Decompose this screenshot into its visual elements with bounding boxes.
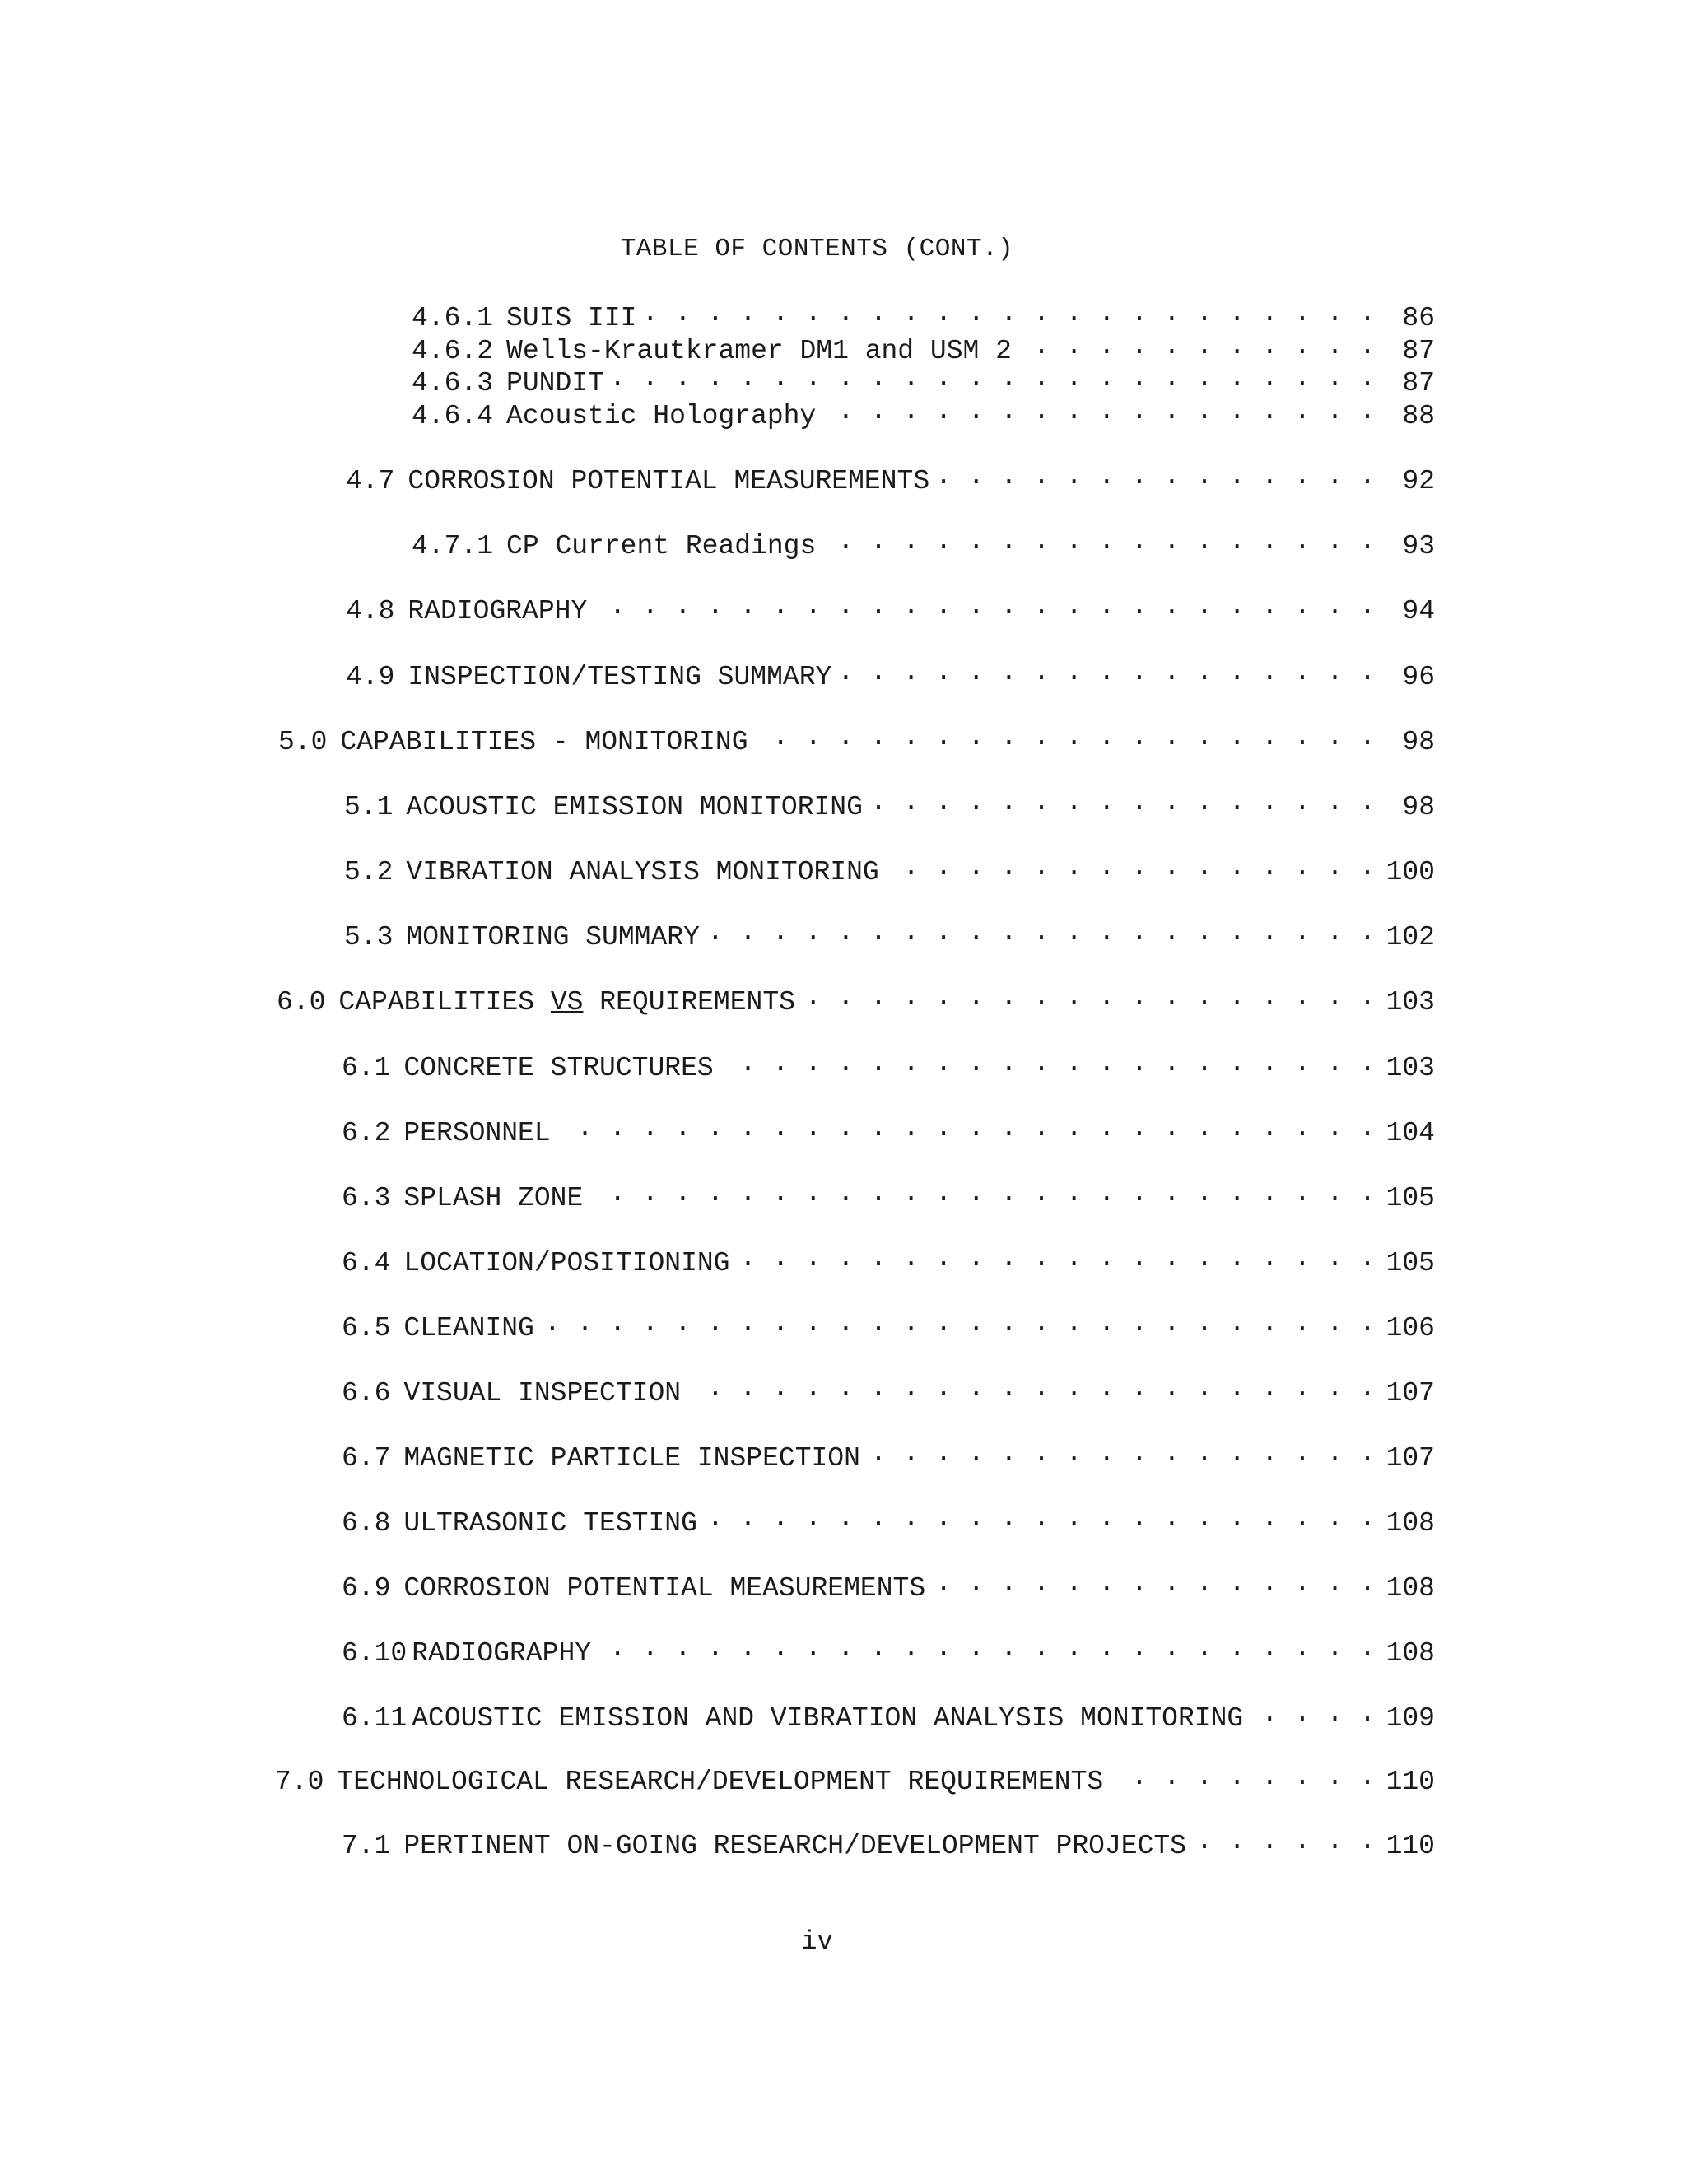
dot-leader	[934, 1568, 1376, 1595]
section-title: RADIOGRAPHY	[412, 1638, 592, 1669]
page-number: 100	[1386, 857, 1435, 887]
section-title: ULTRASONIC TESTING	[403, 1508, 697, 1539]
section-title: MAGNETIC PARTICLE INSPECTION	[403, 1443, 860, 1474]
dot-leader	[706, 1503, 1376, 1530]
dot-leader	[708, 917, 1376, 944]
dot-leader	[824, 396, 1376, 423]
page-number: 98	[1402, 727, 1435, 757]
page-number: 108	[1386, 1573, 1435, 1604]
toc-entry-4-8	[346, 591, 1435, 627]
toc-entry-4-9	[346, 657, 1435, 693]
toc-entry-6-2	[342, 1113, 1435, 1149]
toc-entry-4-7	[346, 461, 1435, 497]
section-number: 4.7.1	[412, 531, 494, 561]
toc-entry-4-7-1	[412, 526, 1435, 562]
section-number: 6.2	[342, 1118, 391, 1148]
section-title: MONITORING SUMMARY	[406, 922, 700, 952]
section-number: 4.7	[346, 466, 395, 496]
toc-entry-6-1	[342, 1048, 1435, 1084]
page-number: 86	[1402, 303, 1435, 333]
page-number: 87	[1402, 368, 1435, 398]
page-title: TABLE OF CONTENTS (CONT.)	[620, 235, 1014, 263]
dot-leader	[612, 363, 1376, 390]
dot-leader	[591, 1178, 1376, 1205]
dot-leader	[887, 852, 1376, 879]
page-number: 93	[1402, 531, 1435, 561]
section-title: VISUAL INSPECTION	[403, 1378, 682, 1409]
section-title: CORROSION POTENTIAL MEASUREMENTS	[408, 466, 930, 496]
toc-entry-6-8	[342, 1503, 1435, 1539]
toc-entry-4-6-1	[412, 298, 1435, 334]
page-number: 104	[1386, 1118, 1435, 1148]
section-title: CAPABILITIES - MONITORING	[340, 727, 748, 757]
page-number: 110	[1386, 1767, 1435, 1797]
dot-leader	[738, 1243, 1376, 1270]
toc-entry-7-0	[275, 1762, 1435, 1798]
page-number: 107	[1386, 1443, 1435, 1474]
section-title	[325, 987, 795, 1017]
section-number: 6.11	[342, 1703, 408, 1734]
section-number: 4.6.4	[412, 401, 494, 431]
page-number: 108	[1386, 1638, 1435, 1669]
page-number: 96	[1402, 662, 1435, 692]
toc-entry-6-6	[342, 1373, 1435, 1409]
section-title: SPLASH ZONE	[403, 1183, 584, 1213]
page-number: 94	[1402, 596, 1435, 626]
section-number: 7.1	[342, 1831, 391, 1861]
section-title: Acoustic Holography	[506, 401, 817, 431]
dot-leader	[803, 982, 1376, 1009]
page-number: 92	[1402, 466, 1435, 496]
toc-entry-6-9	[342, 1568, 1435, 1604]
section-title-vs: VS	[550, 987, 584, 1017]
page-number: 102	[1386, 922, 1435, 952]
section-title: CLEANING	[403, 1313, 534, 1343]
page-number: 105	[1386, 1183, 1435, 1213]
dot-leader	[938, 461, 1376, 488]
section-number: 5.3	[344, 922, 394, 952]
dot-leader	[1251, 1698, 1376, 1725]
dot-leader	[543, 1308, 1376, 1335]
section-number: 4.8	[346, 596, 395, 626]
section-title: PERTINENT ON-GOING RESEARCH/DEVELOPMENT PROJECTS	[403, 1831, 1186, 1861]
section-number: 6.0	[277, 987, 326, 1017]
toc-entry-6-5	[342, 1308, 1435, 1344]
page-number: 98	[1402, 792, 1435, 822]
toc-entry-6-10	[342, 1633, 1435, 1669]
section-number: 6.1	[342, 1053, 391, 1083]
toc-entry-5-3	[344, 917, 1435, 953]
toc-entry-7-1	[342, 1826, 1435, 1862]
section-number: 6.3	[342, 1183, 391, 1213]
toc-entry-6-7	[342, 1438, 1435, 1474]
toc-entry-6-11	[342, 1698, 1435, 1735]
section-number: 4.9	[346, 662, 395, 692]
dot-leader	[595, 591, 1376, 618]
section-title: VIBRATION ANALYSIS MONITORING	[406, 857, 879, 887]
section-title: CONCRETE STRUCTURES	[403, 1053, 714, 1083]
toc-entry-6-4	[342, 1243, 1435, 1279]
dot-leader	[757, 722, 1376, 749]
page-number: 87	[1402, 336, 1435, 366]
page-number: 105	[1386, 1248, 1435, 1278]
section-number: 6.6	[342, 1378, 391, 1409]
section-number: 4.6.3	[412, 368, 494, 398]
section-title: ACOUSTIC EMISSION MONITORING	[406, 792, 863, 822]
page-number: 103	[1386, 1053, 1435, 1083]
section-title-part: REQUIREMENTS	[599, 987, 795, 1017]
section-number: 6.8	[342, 1508, 391, 1539]
section-title: PUNDIT	[506, 368, 604, 398]
dot-leader	[722, 1048, 1376, 1075]
section-number: 6.4	[342, 1248, 391, 1278]
section-number: 7.0	[275, 1767, 324, 1797]
section-title: SUIS III	[506, 303, 637, 333]
section-title: Wells-Krautkramer DM1 and USM 2	[506, 336, 1012, 366]
toc-entry-4-6-3	[412, 363, 1435, 399]
dot-leader	[645, 298, 1376, 325]
dot-leader	[1111, 1762, 1376, 1789]
toc-entry-5-2	[344, 852, 1435, 888]
section-title: CORROSION POTENTIAL MEASUREMENTS	[403, 1573, 926, 1604]
dot-leader	[869, 1438, 1376, 1465]
section-title-part: CAPABILITIES	[338, 987, 535, 1017]
page-number: 108	[1386, 1508, 1435, 1539]
dot-leader	[689, 1373, 1376, 1400]
section-title: LOCATION/POSITIONING	[403, 1248, 730, 1278]
section-number: 6.5	[342, 1313, 391, 1343]
page-number: 110	[1386, 1831, 1435, 1861]
page-footer-number: iv	[801, 1926, 833, 1957]
dot-leader	[871, 787, 1376, 814]
section-title: CP Current Readings	[506, 531, 817, 561]
section-title: PERSONNEL	[403, 1118, 551, 1148]
section-number: 6.10	[342, 1638, 408, 1669]
toc-entry-6-3	[342, 1178, 1435, 1214]
page-number: 88	[1402, 401, 1435, 431]
section-number: 5.1	[344, 792, 394, 822]
section-number: 4.6.1	[412, 303, 494, 333]
section-title: INSPECTION/TESTING SUMMARY	[408, 662, 832, 692]
section-number: 4.6.2	[412, 336, 494, 366]
section-title: TECHNOLOGICAL RESEARCH/DEVELOPMENT REQUIREMENTS	[337, 1767, 1104, 1797]
section-number: 5.0	[278, 727, 328, 757]
page-number: 109	[1386, 1703, 1435, 1734]
toc-entry-5-1	[344, 787, 1435, 823]
toc-entry-4-6-2	[412, 331, 1435, 367]
dot-leader	[824, 526, 1376, 553]
page-number: 107	[1386, 1378, 1435, 1409]
section-number: 6.7	[342, 1443, 391, 1474]
dot-leader	[840, 657, 1376, 684]
toc-entry-5-0	[278, 722, 1435, 758]
dot-leader	[599, 1633, 1376, 1660]
section-title: ACOUSTIC EMISSION AND VIBRATION ANALYSIS MONITORING	[412, 1703, 1244, 1734]
section-title: RADIOGRAPHY	[408, 596, 588, 626]
dot-leader	[1020, 331, 1376, 358]
section-number: 5.2	[344, 857, 394, 887]
toc-entry-4-6-4	[412, 396, 1435, 432]
page-number: 103	[1386, 987, 1435, 1017]
dot-leader	[1195, 1826, 1376, 1853]
page-number: 106	[1386, 1313, 1435, 1343]
dot-leader	[559, 1113, 1376, 1140]
section-number: 6.9	[342, 1573, 391, 1604]
toc-entry-6-0	[277, 982, 1435, 1018]
